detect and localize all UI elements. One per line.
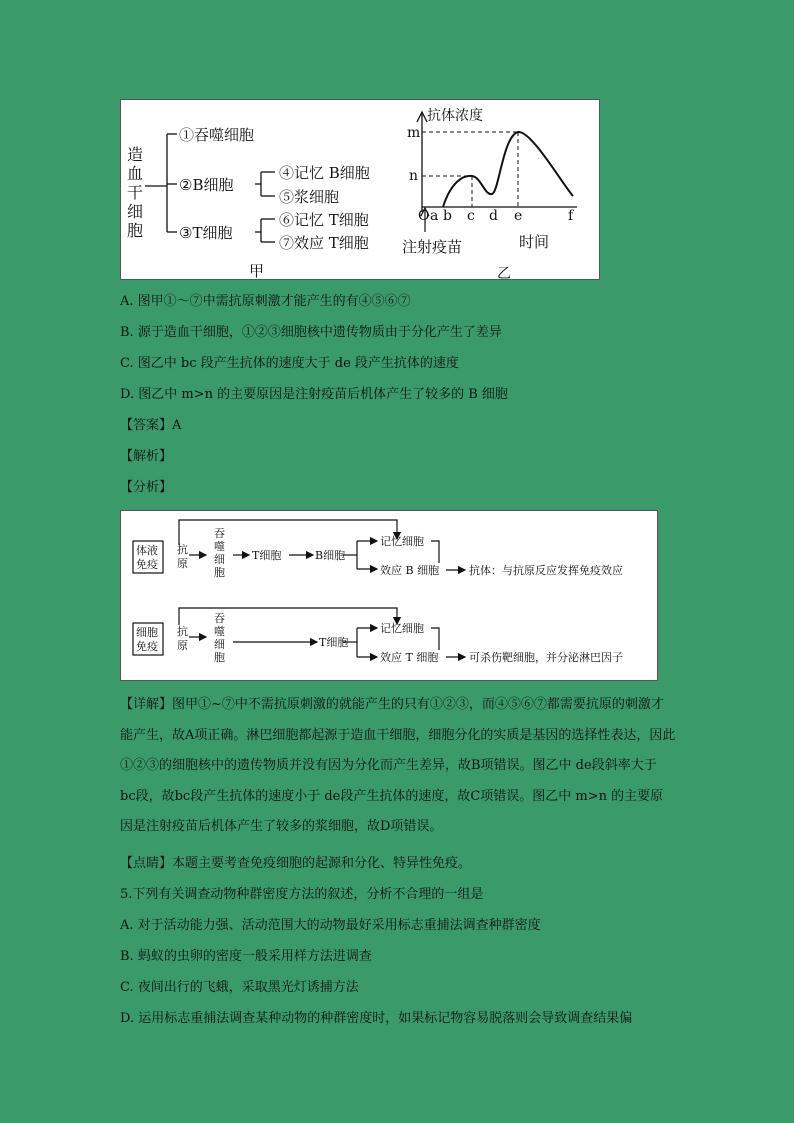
phago-2b: 噬 bbox=[214, 625, 225, 638]
x-tick-f: f bbox=[568, 208, 574, 224]
effT: 效应 T 细胞 bbox=[380, 651, 439, 664]
tcell-1: T细胞 bbox=[252, 549, 282, 562]
x-tick-c: c bbox=[467, 208, 475, 224]
antibody-graph bbox=[402, 107, 577, 279]
caption-yi: 乙 bbox=[497, 266, 511, 279]
tcell-2: T细胞 bbox=[319, 636, 349, 649]
cellular-line2: 免疫 bbox=[136, 640, 158, 653]
humoral-line1: 体液 bbox=[136, 544, 158, 557]
kill-effect: 可杀伤靶细胞，并分泌淋巴因子 bbox=[469, 651, 623, 664]
phago-2a: 吞 bbox=[214, 612, 225, 625]
fenxi-label: 【分析】 bbox=[120, 480, 173, 495]
item-bcell: ②B细胞 bbox=[179, 176, 234, 194]
jiexi-label: 【解析】 bbox=[120, 449, 173, 464]
phago-2d: 胞 bbox=[214, 651, 225, 664]
root-char-3: 干 bbox=[127, 183, 144, 202]
item-phagocyte: ①吞噬细胞 bbox=[179, 126, 255, 144]
item-memory-b: ④记忆 B细胞 bbox=[279, 164, 370, 182]
x-tick-b: b bbox=[443, 208, 452, 224]
figure-immunity-flow-svg bbox=[121, 511, 657, 680]
antigen-1b: 原 bbox=[177, 557, 188, 570]
humoral-line2: 免疫 bbox=[136, 558, 158, 571]
q5-option-b: B. 蚂蚁的虫卵的密度一般采用样方法进调查 bbox=[120, 949, 372, 964]
phago-2c: 细 bbox=[214, 638, 225, 651]
phago-1b: 噬 bbox=[214, 540, 225, 553]
root-char-5: 胞 bbox=[127, 221, 144, 240]
item-effector-t: ⑦效应 T细胞 bbox=[279, 234, 369, 252]
root-char-1: 造 bbox=[127, 145, 144, 164]
option-b: B. 源于造血干细胞，①②③细胞核中遗传物质由于分化产生了差异 bbox=[120, 325, 502, 340]
memory-1: 记忆细胞 bbox=[380, 535, 424, 548]
phago-1a: 吞 bbox=[214, 527, 225, 540]
x-tick-a: a bbox=[430, 208, 439, 224]
option-d: D. 图乙中 m>n 的主要原因是注射疫苗后机体产生了较多的 B 细胞 bbox=[120, 387, 508, 402]
answer: 【答案】A bbox=[120, 418, 182, 433]
x-tick-e: e bbox=[514, 208, 523, 224]
option-c: C. 图乙中 bc 段产生抗体的速度大于 de 段产生抗体的速度 bbox=[120, 356, 459, 371]
q5-option-c: C. 夜间出行的飞蛾，采取黑光灯诱捕方法 bbox=[120, 980, 359, 995]
origin-label: O bbox=[418, 208, 430, 224]
figure-immunity-flow bbox=[120, 510, 658, 681]
antigen-2a: 抗 bbox=[177, 625, 188, 638]
root-char-2: 血 bbox=[127, 164, 144, 183]
figure-immune-cells-svg bbox=[121, 100, 599, 279]
root-char-4: 细 bbox=[127, 202, 144, 221]
option-a: A. 图甲①～⑦中需抗原刺激才能产生的有④⑤⑥⑦ bbox=[120, 294, 411, 309]
y-label-m: m bbox=[407, 125, 421, 141]
inject-label: 注射疫苗 bbox=[402, 238, 463, 256]
antigen-2b: 原 bbox=[177, 639, 188, 652]
caption-jia: 甲 bbox=[249, 262, 265, 279]
question-5: 5.下列有关调查动物种群密度方法的叙述，分析不合理的一组是 bbox=[120, 887, 484, 902]
effB: 效应 B 细胞 bbox=[380, 564, 440, 577]
item-plasma: ⑤浆细胞 bbox=[279, 188, 340, 206]
phago-1d: 胞 bbox=[214, 566, 225, 579]
time-label: 时间 bbox=[519, 233, 550, 251]
detail-paragraph: 【详解】图甲①~⑦中不需抗原刺激的就能产生的只有①②③，而④⑤⑥⑦都需要抗原的刺激才能产生，故A项正确。淋巴细胞都起源于造血干细胞，细胞分化的实质是基因的选择性表达，因此①②③的细胞核中的遗传物质并没有因为分化而产生差异，故B项错误。图乙中 de段斜率大于 bc段，故bc段产生抗体的速度小于 de段产生抗体的速度，故C项错误。图乙中 m>n 的主要原因是注射疫苗后机体产生了较多的浆细胞，故D项错误。 bbox=[120, 697, 676, 834]
q5-option-a: A. 对于活动能力强、活动范围大的动物最好采用标志重捕法调查种群密度 bbox=[120, 918, 541, 933]
q5-option-d: D. 运用标志重捕法调查某种动物的种群密度时，如果标记物容易脱落则会导致调查结果偏 bbox=[120, 1011, 633, 1026]
figure-immune-cells bbox=[120, 99, 600, 280]
bcell-1: B细胞 bbox=[315, 549, 346, 562]
graph-title: 抗体浓度 bbox=[427, 108, 483, 124]
cellular-line1: 细胞 bbox=[136, 626, 158, 639]
dianjing: 【点睛】本题主要考查免疫细胞的起源和分化、特异性免疫。 bbox=[120, 856, 472, 871]
item-memory-t: ⑥记忆 T细胞 bbox=[279, 211, 369, 229]
phago-1c: 细 bbox=[214, 553, 225, 566]
item-tcell: ③T细胞 bbox=[179, 224, 233, 242]
memory-2: 记忆细胞 bbox=[380, 622, 424, 635]
antibody-effect: 抗体：与抗原反应发挥免疫效应 bbox=[469, 564, 623, 577]
antigen-1a: 抗 bbox=[177, 543, 188, 556]
x-tick-d: d bbox=[489, 208, 498, 224]
y-label-n: n bbox=[409, 168, 419, 184]
